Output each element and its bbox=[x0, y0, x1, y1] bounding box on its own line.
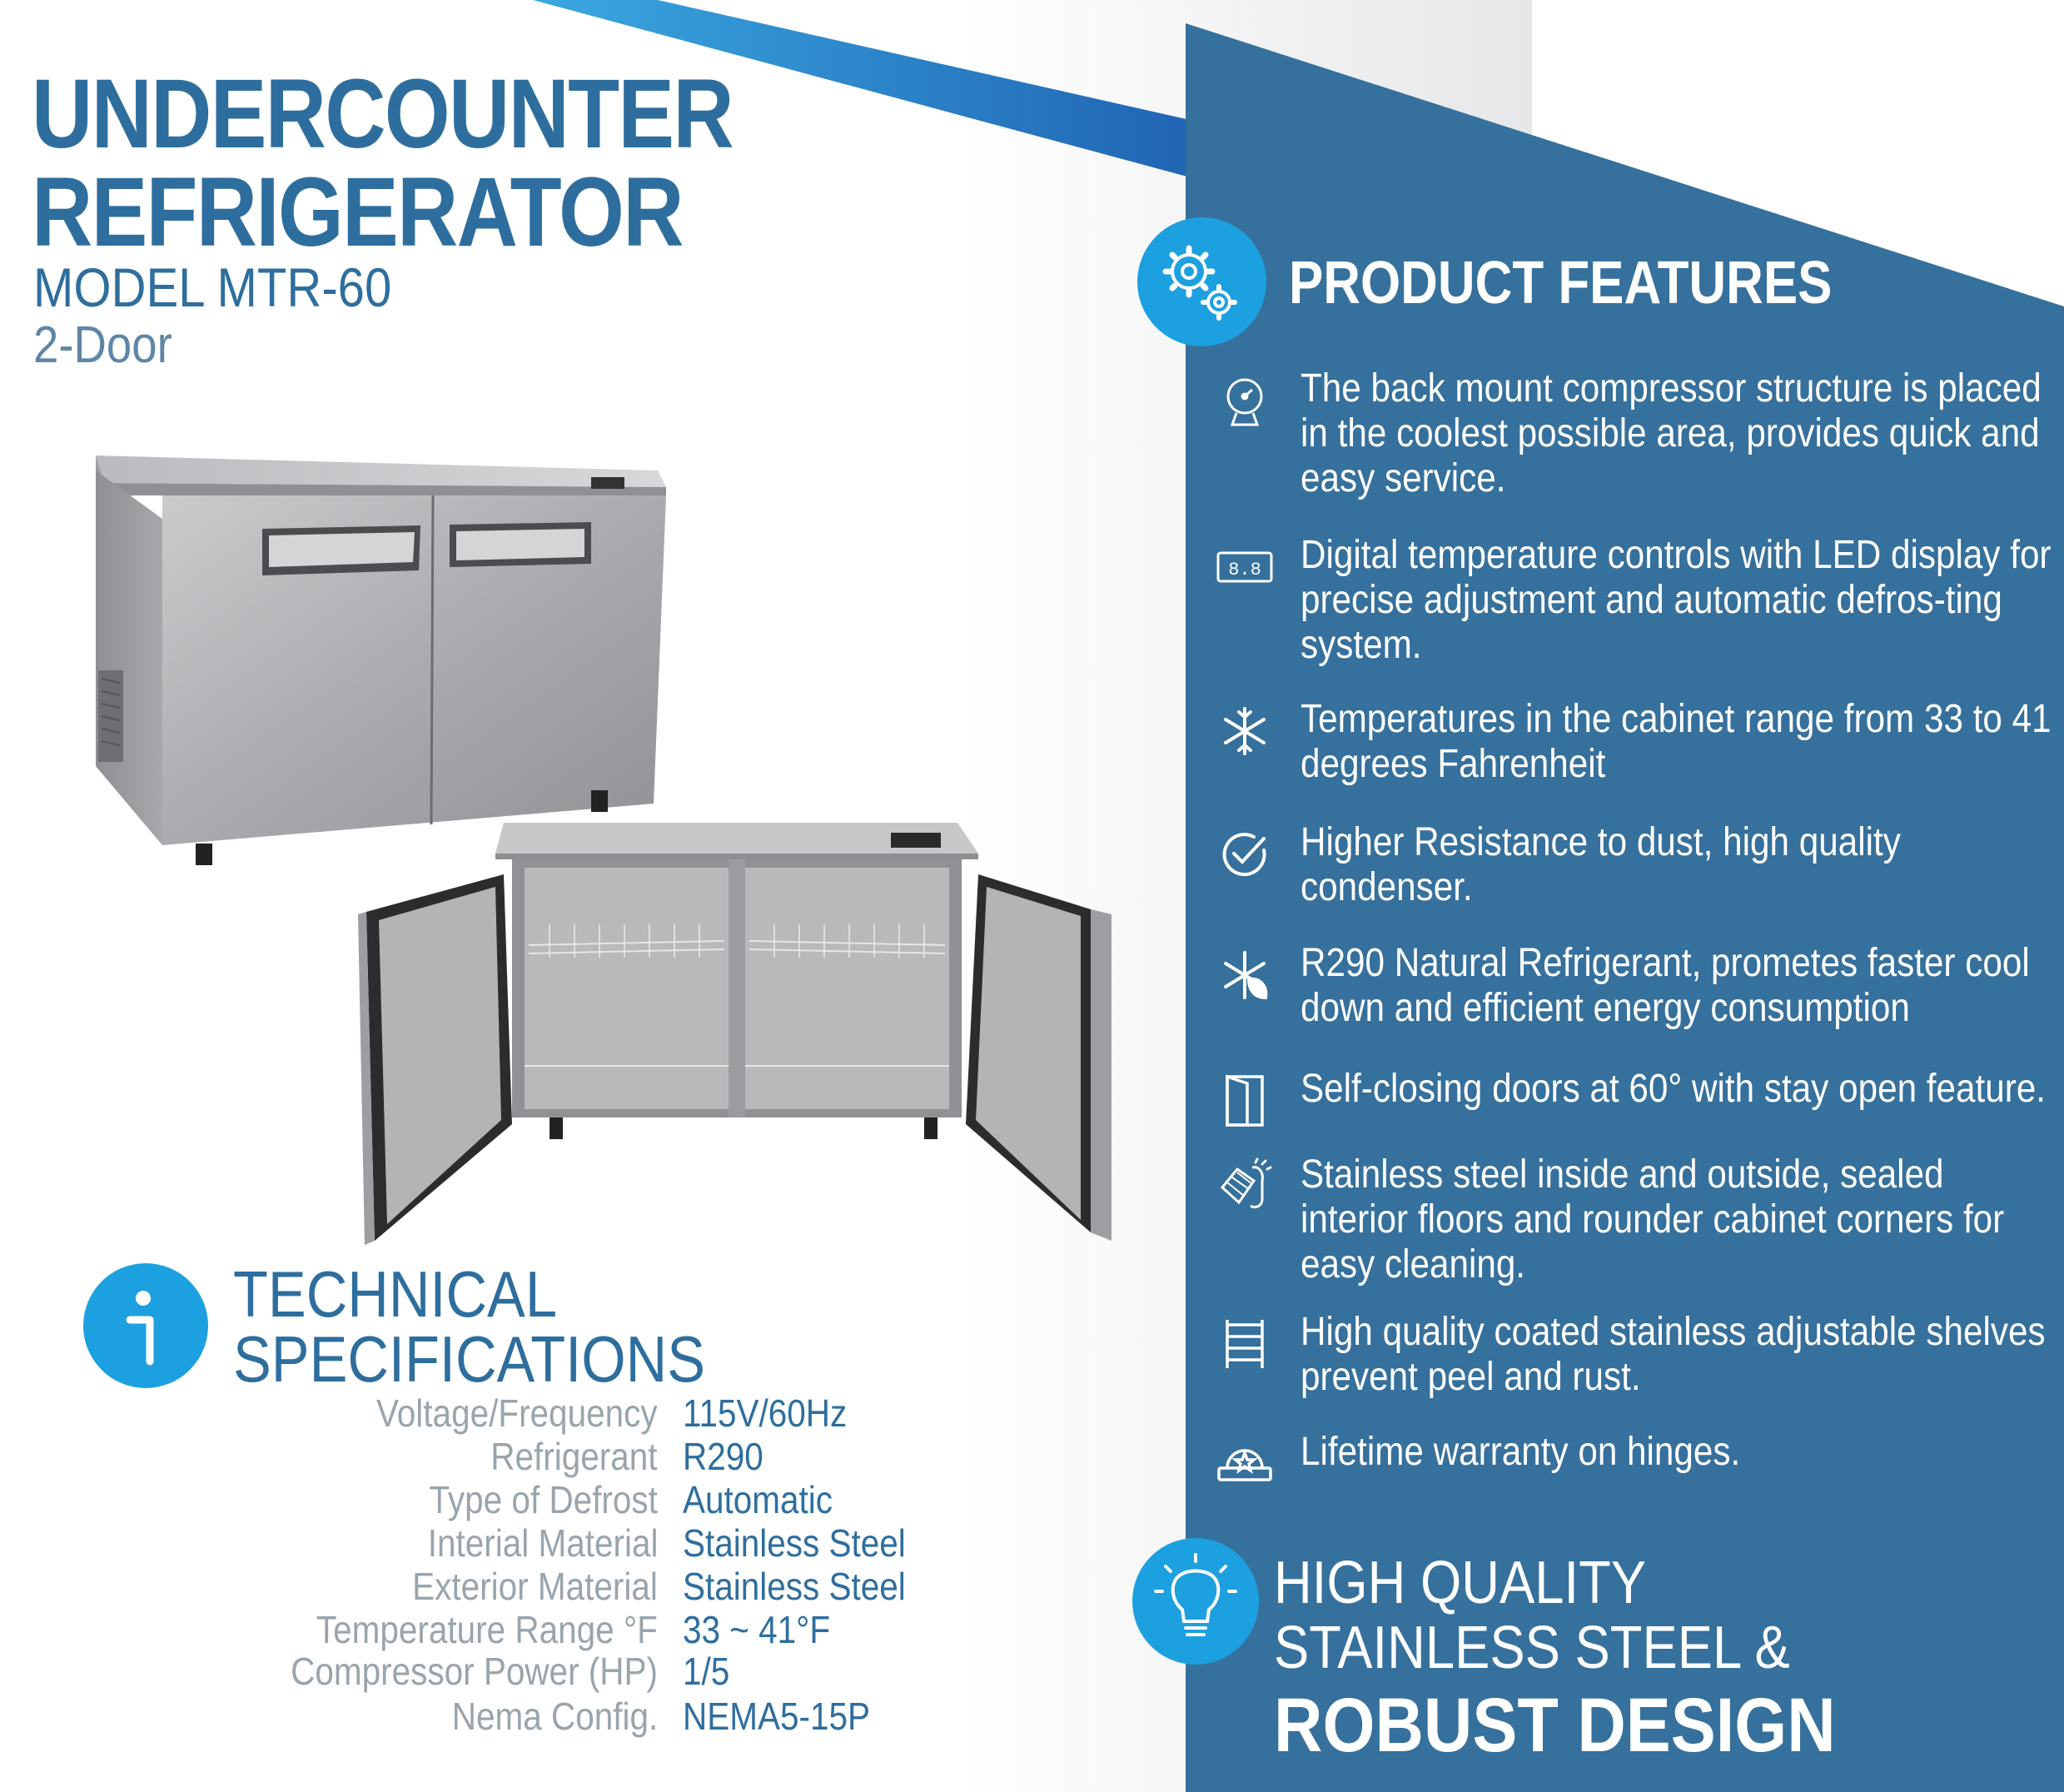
tech-specs-title-line-2: SPECIFICATIONS bbox=[233, 1322, 705, 1396]
slogan-line-1: HIGH QUALITY bbox=[1274, 1550, 1647, 1616]
compressor-gauge-icon bbox=[1216, 371, 1274, 430]
feature-text: Stainless steel inside and outside, sealed interior floors and rounder cabinet corners for easy cleaning. bbox=[1301, 1152, 2005, 1287]
slogan-line-3: ROBUST DESIGN bbox=[1274, 1683, 1836, 1768]
refrigerator-closed-photo bbox=[92, 446, 674, 870]
warranty-badge-icon bbox=[1216, 1435, 1274, 1493]
spec-value: 115V/60Hz bbox=[683, 1391, 848, 1435]
spec-value: Stainless Steel bbox=[683, 1521, 906, 1565]
snowflake-icon bbox=[1216, 702, 1274, 760]
spec-label: Exterior Material bbox=[412, 1565, 658, 1608]
spec-row bbox=[0, 1521, 999, 1566]
cleaning-hand-icon bbox=[1216, 1157, 1274, 1216]
title-line-2: REFRIGERATOR bbox=[32, 157, 683, 267]
spec-row bbox=[0, 1477, 999, 1522]
spec-row bbox=[0, 1434, 999, 1479]
feature-text: Lifetime warranty on hinges. bbox=[1301, 1430, 1741, 1474]
tech-specs-title-line-1: TECHNICAL bbox=[233, 1257, 558, 1331]
tech-specs-title bbox=[233, 1257, 705, 1396]
spec-row bbox=[0, 1694, 999, 1739]
led-display-icon bbox=[1216, 538, 1274, 596]
spec-row bbox=[0, 1607, 999, 1652]
door-icon bbox=[1216, 1072, 1274, 1130]
spec-row bbox=[0, 1391, 999, 1436]
spec-value: Automatic bbox=[683, 1478, 833, 1521]
leaf-snowflake-icon bbox=[1216, 946, 1274, 1004]
slogan bbox=[1274, 1551, 1836, 1767]
feature-text: Self-closing doors at 60° with stay open feature. bbox=[1301, 1067, 2047, 1111]
spec-label: Temperature Range °F bbox=[316, 1608, 658, 1651]
model-number: MODEL MTR-60 bbox=[33, 256, 392, 318]
spec-row bbox=[0, 1564, 999, 1609]
refrigerator-open-photo bbox=[358, 816, 1124, 1249]
svg-text:8.8: 8.8 bbox=[1228, 560, 1261, 580]
spec-value: 1/5 bbox=[683, 1650, 730, 1693]
feature-text: High quality coated stainless adjustable shelves prevent peel and rust. bbox=[1301, 1310, 2046, 1399]
product-features-title: PRODUCT FEATURES bbox=[1289, 250, 1833, 316]
feature-text: R290 Natural Refrigerant, prometes faster cool down and efficient energy consumption bbox=[1301, 941, 2030, 1030]
slogan-line-2: STAINLESS STEEL & bbox=[1274, 1615, 1790, 1681]
spec-label: Interial Material bbox=[427, 1521, 658, 1565]
spec-value: R290 bbox=[683, 1435, 763, 1478]
page-title bbox=[32, 59, 733, 267]
title-line-1: UNDERCOUNTER bbox=[32, 59, 733, 169]
spec-label: Voltage/Frequency bbox=[376, 1391, 658, 1435]
spec-row bbox=[0, 1649, 999, 1694]
lightbulb-icon bbox=[1132, 1538, 1259, 1665]
spec-value: NEMA5-15P bbox=[683, 1695, 870, 1738]
spec-value: Stainless Steel bbox=[683, 1565, 906, 1608]
spec-label: Nema Config. bbox=[451, 1695, 658, 1738]
feature-text: Digital temperature controls with LED display for precise adjustment and automatic defros-ting system. bbox=[1301, 533, 2052, 667]
info-icon bbox=[83, 1263, 208, 1388]
feature-text: Temperatures in the cabinet range from 33 to 41 degrees Fahrenheit bbox=[1301, 697, 2052, 786]
spec-label: Compressor Power (HP) bbox=[291, 1650, 658, 1693]
spec-label: Refrigerant bbox=[490, 1435, 658, 1478]
feature-text: The back mount compressor structure is placed in the coolest possible area, provides quick and easy service. bbox=[1301, 366, 2042, 500]
shelves-icon bbox=[1216, 1315, 1274, 1373]
spec-label: Type of Defrost bbox=[429, 1478, 658, 1521]
spec-value: 33 ~ 41°F bbox=[683, 1608, 831, 1651]
gears-icon bbox=[1137, 217, 1266, 346]
feature-text: Higher Resistance to dust, high quality condenser. bbox=[1301, 820, 1901, 909]
check-circle-icon bbox=[1216, 825, 1274, 884]
door-count: 2-Door bbox=[33, 316, 172, 374]
